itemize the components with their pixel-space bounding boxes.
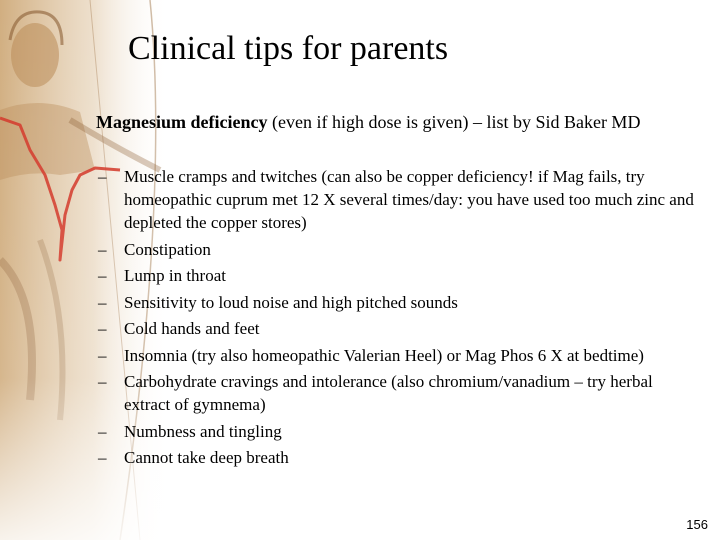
list-item bbox=[98, 344, 698, 367]
slide-title: Clinical tips for parents bbox=[128, 30, 449, 67]
intro-line bbox=[96, 112, 708, 133]
intro-bold: Magnesium deficiency bbox=[96, 112, 268, 132]
bullet-dash: – bbox=[98, 167, 107, 186]
symptom-list bbox=[98, 165, 698, 473]
list-item-text: Numbness and tingling bbox=[124, 421, 282, 441]
bullet-dash: – bbox=[98, 421, 107, 441]
list-item-text: Muscle cramps and twitches (can also be copper deficiency! if Mag fails, try homeopathic cuprum met 12 X several times/day: you have used too much zinc and depleted the copper stores) bbox=[124, 167, 694, 232]
list-item bbox=[98, 420, 698, 443]
list-item-text: Lump in throat bbox=[124, 266, 226, 285]
list-item bbox=[98, 165, 698, 234]
bullet-dash: – bbox=[98, 448, 107, 467]
list-item bbox=[98, 446, 698, 469]
list-item-text: Carbohydrate cravings and intolerance (also chromium/vanadium – try herbal extract of gymnema) bbox=[124, 372, 653, 414]
list-item-text: Cold hands and feet bbox=[124, 319, 260, 338]
bullet-dash: – bbox=[98, 372, 107, 391]
list-item-text: Cannot take deep breath bbox=[124, 448, 289, 467]
list-item bbox=[98, 238, 698, 261]
list-item bbox=[98, 291, 698, 314]
bullet-dash: – bbox=[98, 292, 107, 312]
list-item bbox=[98, 317, 698, 340]
bullet-dash: – bbox=[98, 319, 107, 338]
bullet-dash: – bbox=[98, 345, 107, 365]
list-item-text: Sensitivity to loud noise and high pitched sounds bbox=[124, 292, 458, 312]
list-item-text: Insomnia (try also homeopathic Valerian Heel) or Mag Phos 6 X at bedtime) bbox=[124, 345, 644, 365]
bullet-dash: – bbox=[98, 239, 107, 259]
list-item-text: Constipation bbox=[124, 239, 211, 259]
list-item bbox=[98, 264, 698, 287]
list-item bbox=[98, 370, 698, 416]
bullet-dash: – bbox=[98, 266, 107, 285]
intro-rest: (even if high dose is given) – list by Sid Baker MD bbox=[267, 112, 641, 132]
page-number: 156 bbox=[686, 517, 708, 532]
